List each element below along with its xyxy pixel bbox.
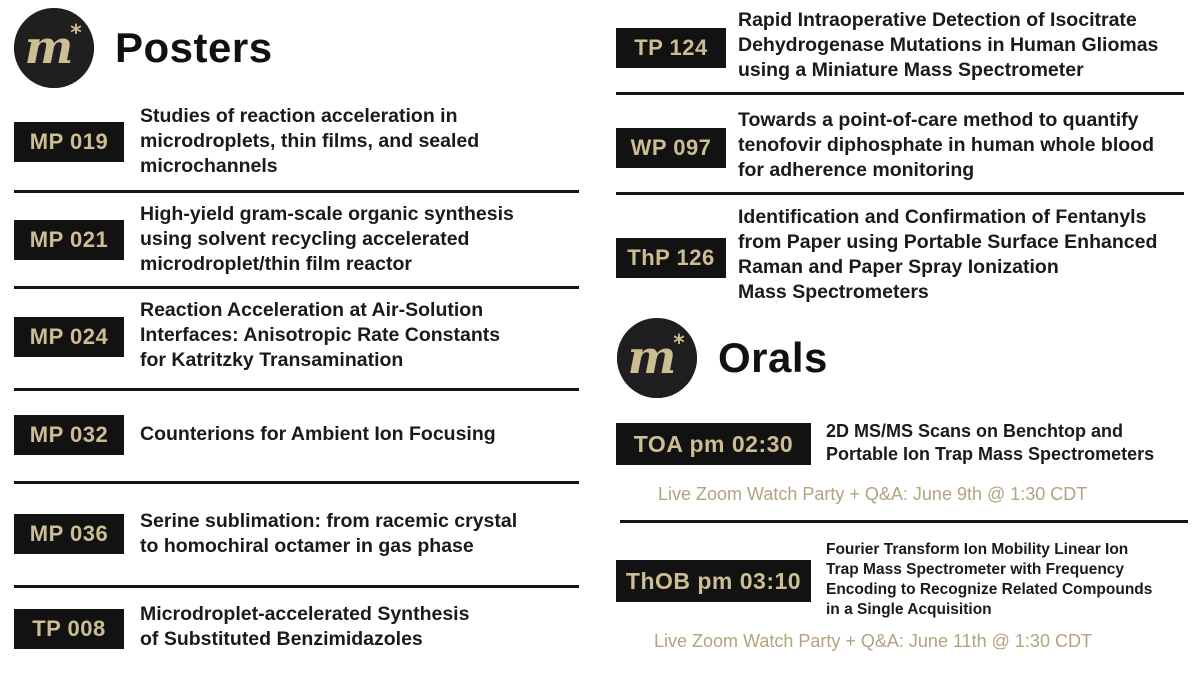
oral-code: ThOB pm 03:10 (616, 560, 811, 602)
poster-code: MP 024 (14, 317, 124, 357)
svg-text:m: m (627, 330, 677, 384)
poster-title: Serine sublimation: from racemic crystal to homochiral octamer in gas phase (140, 510, 518, 557)
divider (14, 388, 579, 391)
poster-code: MP 032 (14, 415, 124, 455)
poster-title: Studies of reaction acceleration in microdroplets, thin films, and sealed microchannels (140, 105, 480, 177)
divider (616, 192, 1184, 195)
divider (14, 585, 579, 588)
poster-title: Identification and Confirmation of Fentanyls from Paper using Portable Surface Enhanced Raman and Paper Spray Ionization Mass Spectrometers (738, 206, 1158, 303)
watch-party-text: Live Zoom Watch Party + Q&A: June 9th @ 1:30 CDT (658, 484, 1088, 504)
divider (14, 190, 579, 193)
poster-code: TP 008 (14, 609, 124, 649)
oral-title: 2D MS/MS Scans on Benchtop and Portable Ion Trap Mass Spectrometers (826, 421, 1155, 464)
poster-title: Reaction Acceleration at Air-Solution Interfaces: Anisotropic Rate Constants for Katritzky Transamination (140, 299, 501, 371)
poster-code: MP 036 (14, 514, 124, 554)
divider (14, 286, 579, 289)
poster-title: Counterions for Ambient Ion Focusing (140, 423, 496, 445)
poster-title: Microdroplet-accelerated Synthesis of Substituted Benzimidazoles (140, 603, 470, 650)
oral-code: TOA pm 02:30 (616, 423, 811, 465)
m-star-logo-icon (14, 8, 94, 88)
divider (14, 481, 579, 484)
svg-text:*: * (70, 21, 82, 46)
poster-code: MP 021 (14, 220, 124, 260)
divider (616, 92, 1184, 95)
orals-heading: Orals (718, 334, 828, 381)
divider (620, 520, 1188, 523)
m-star-logo-icon (617, 318, 697, 398)
oral-title: Fourier Transform Ion Mobility Linear Ion Trap Mass Spectrometer with Frequency Encoding to Recognize Related Compounds in a Single Acquisition (826, 541, 1153, 618)
watch-party-text: Live Zoom Watch Party + Q&A: June 11th @ 1:30 CDT (654, 631, 1092, 651)
poster-code: TP 124 (616, 28, 726, 68)
svg-text:*: * (673, 331, 685, 356)
svg-text:m: m (24, 20, 74, 74)
poster-code: ThP 126 (616, 238, 726, 278)
poster-code: MP 019 (14, 122, 124, 162)
poster-title: High-yield gram-scale organic synthesis using solvent recycling accelerated microdroplet/thin film reactor (140, 203, 514, 275)
poster-title: Towards a point-of-care method to quantify tenofovir diphosphate in human whole blood for adherence monitoring (738, 109, 1154, 181)
posters-heading: Posters (115, 24, 273, 71)
poster-code: WP 097 (616, 128, 726, 168)
poster-title: Rapid Intraoperative Detection of Isocitrate Dehydrogenase Mutations in Human Gliomas using a Miniature Mass Spectrometer (738, 9, 1159, 81)
